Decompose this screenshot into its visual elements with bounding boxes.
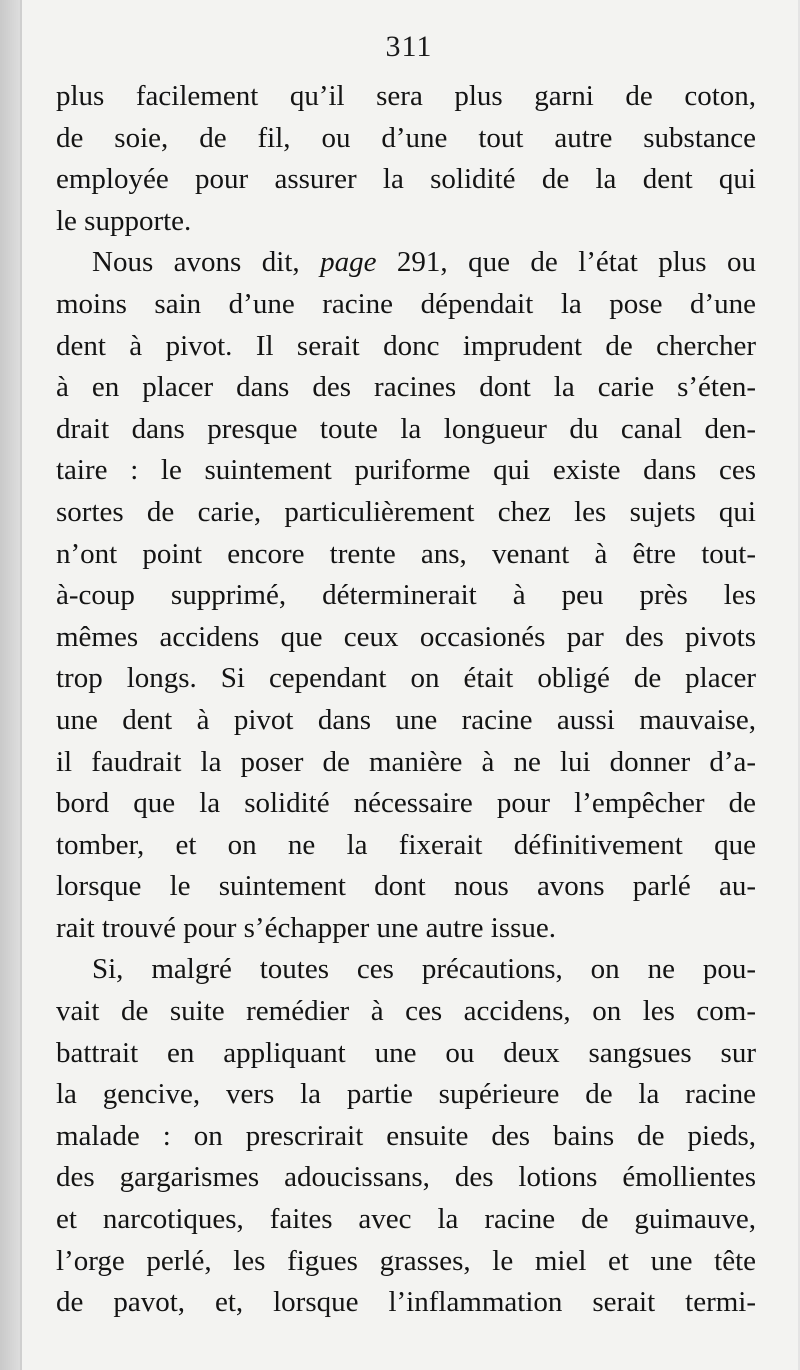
text-fragment: Nous avons dit,: [92, 246, 321, 279]
text-line: trop longs. Si cependant on était obligé de placer: [56, 662, 756, 695]
text-line: bord que la solidité nécessaire pour l’empêcher de: [56, 787, 756, 820]
body-text: [56, 76, 756, 1324]
text-line: lorsque le suintement dont nous avons parlé au-: [56, 870, 756, 903]
text-line: il faudrait la poser de manière à ne lui donner d’a-: [56, 745, 756, 778]
text-line: employée pour assurer la solidité de la dent qui: [56, 163, 756, 196]
page-number: 311: [385, 30, 433, 63]
text-line: des gargarismes adoucissans, des lotions émollientes: [56, 1161, 756, 1194]
text-line: à-coup supprimé, déterminerait à peu près les: [56, 579, 756, 612]
text-line: la gencive, vers la partie supérieure de la racine: [56, 1078, 756, 1111]
text-line: plus facilement qu’il sera plus garni de coton,: [56, 80, 756, 112]
text-line: le supporte.: [56, 204, 192, 237]
text-line: rait trouvé pour s’échapper une autre issue.: [56, 911, 557, 944]
text-line: drait dans presque toute la longueur du canal den-: [56, 412, 756, 445]
text-line: n’ont point encore trente ans, venant à être tout-: [56, 537, 756, 570]
text-line: mêmes accidens que ceux occasionés par des pivots: [56, 620, 756, 653]
page-reference-italic: page: [320, 246, 377, 279]
text-line: de soie, de fil, ou d’une tout autre substance: [56, 121, 756, 154]
text-line: vait de suite remédier à ces accidens, on les com-: [56, 995, 756, 1028]
book-page: [20, 0, 798, 1370]
text-line: à en placer dans des racines dont la carie s’éten-: [56, 371, 756, 404]
text-line: tomber, et on ne la fixerait définitivement que: [56, 828, 756, 861]
text-line: une dent à pivot dans une racine aussi mauvaise,: [56, 703, 756, 736]
text-line: sortes de carie, particulièrement chez les sujets qui: [56, 495, 756, 528]
text-line: et narcotiques, faites avec la racine de guimauve,: [56, 1203, 756, 1236]
text-line: taire : le suintement puriforme qui existe dans ces: [56, 454, 756, 487]
page-gutter: [0, 0, 20, 1370]
text-fragment: 291, que de l’état plus ou: [376, 246, 756, 279]
text-line: l’orge perlé, les figues grasses, le miel et une tête: [56, 1244, 756, 1277]
text-line: dent à pivot. Il serait donc imprudent de chercher: [56, 329, 756, 362]
text-line: Si, malgré toutes ces précautions, on ne pou-: [92, 953, 756, 986]
text-line: moins sain d’une racine dépendait la pose d’une: [56, 287, 756, 320]
text-line: malade : on prescrirait ensuite des bains de pieds,: [56, 1119, 756, 1152]
text-line: battrait en appliquant une ou deux sangsues sur: [56, 1036, 756, 1069]
text-line: de pavot, et, lorsque l’inflammation serait termi-: [56, 1286, 756, 1319]
text-line: [56, 242, 756, 284]
